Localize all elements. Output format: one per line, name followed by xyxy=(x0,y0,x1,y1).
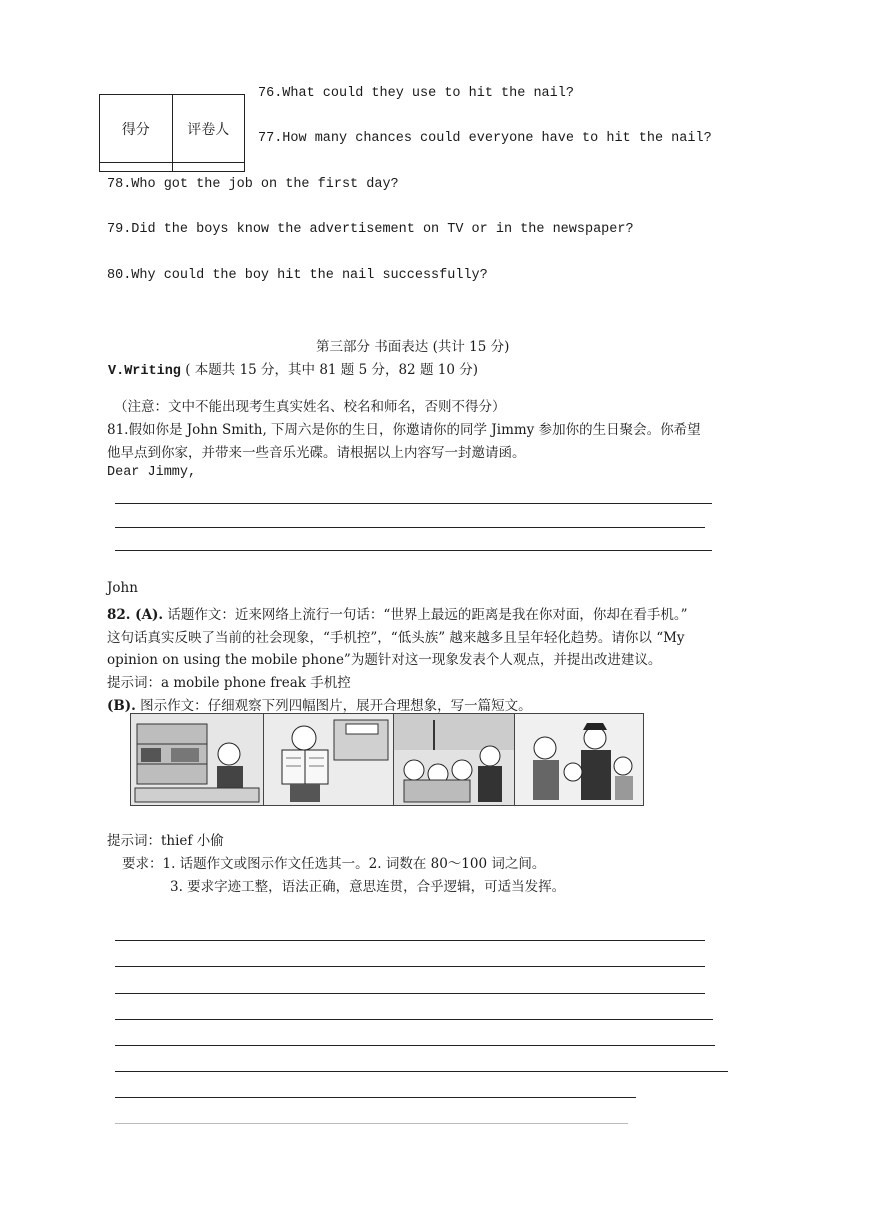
section-heading xyxy=(108,358,478,379)
answer-line xyxy=(115,503,712,504)
q82-a-line2: 这句话真实反映了当前的社会现象，“手机控”，“低头族” 越来越多且呈年轻化趋势。请你以 “My xyxy=(107,630,685,646)
comic-strip xyxy=(130,713,644,806)
q81-greeting: Dear Jimmy, xyxy=(107,465,197,480)
grader-label: 评卷人 xyxy=(172,95,245,163)
grader-cell xyxy=(172,163,245,172)
comic-panel-4 xyxy=(515,714,643,805)
score-cell xyxy=(100,163,173,172)
essay-line xyxy=(115,1097,636,1098)
q82-a-line1 xyxy=(107,603,687,623)
q82-requirement-1: 要求：1. 话题作文或图示作文任选其一。2. 词数在 80～100 词之间。 xyxy=(122,856,546,872)
q82-b-hint: 提示词：thief 小偷 xyxy=(107,833,224,849)
comic-panel-3 xyxy=(394,714,515,805)
answer-line xyxy=(115,527,705,528)
q82-a-text: 话题作文：近来网络上流行一句话：“世界上最远的距离是我在你对面，你却在看手机。” xyxy=(163,607,688,623)
question-76: 76.What could they use to hit the nail? xyxy=(258,86,574,101)
q82-a-label: 82. (A). xyxy=(107,607,164,623)
essay-line xyxy=(115,1071,728,1072)
comic-panel-1 xyxy=(131,714,264,805)
q82-b-label: (B). xyxy=(107,698,136,714)
essay-line xyxy=(115,1123,628,1124)
section-label: V.Writing xyxy=(108,364,181,379)
q82-a-hint: 提示词：a mobile phone freak 手机控 xyxy=(107,675,351,691)
q81-line2: 他早点到你家，并带来一些音乐光碟。请根据以上内容写一封邀请函。 xyxy=(107,445,526,461)
question-80: 80.Why could the boy hit the nail successfully? xyxy=(107,268,488,283)
answer-line xyxy=(115,550,712,551)
section-desc: ( 本题共 15 分，其中 81 题 5 分，82 题 10 分) xyxy=(185,362,478,378)
q82-a-line3: opinion on using the mobile phone”为题针对这一现象发表个人观点，并提出改进建议。 xyxy=(107,652,662,668)
question-77: 77.How many chances could everyone have to hit the nail? xyxy=(258,131,712,146)
comic-panel-2 xyxy=(264,714,395,805)
question-78: 78.Who got the job on the first day? xyxy=(107,177,399,192)
score-table xyxy=(99,94,245,172)
q81-signature: John xyxy=(107,580,138,596)
q82-requirement-2: 3. 要求字迹工整，语法正确，意思连贯，合乎逻辑，可适当发挥。 xyxy=(170,879,566,895)
q82-b-text: 图示作文：仔细观察下列四幅图片，展开合理想象，写一篇短文。 xyxy=(135,698,532,714)
essay-line xyxy=(115,993,705,994)
q81-line1: 81.假如你是 John Smith, 下周六是你的生日，你邀请你的同学 Jimmy 参加你的生日聚会。你希望 xyxy=(107,422,701,438)
essay-line xyxy=(115,966,705,967)
part3-title: 第三部分 书面表达 (共计 15 分) xyxy=(316,339,510,355)
score-label: 得分 xyxy=(100,95,173,163)
essay-line xyxy=(115,1019,713,1020)
question-79: 79.Did the boys know the advertisement on TV or in the newspaper? xyxy=(107,222,634,237)
essay-line xyxy=(115,940,705,941)
writing-note: （注意：文中不能出现考生真实姓名、校名和师名，否则不得分） xyxy=(114,399,506,415)
essay-line xyxy=(115,1045,715,1046)
q82-b-line xyxy=(107,694,532,714)
